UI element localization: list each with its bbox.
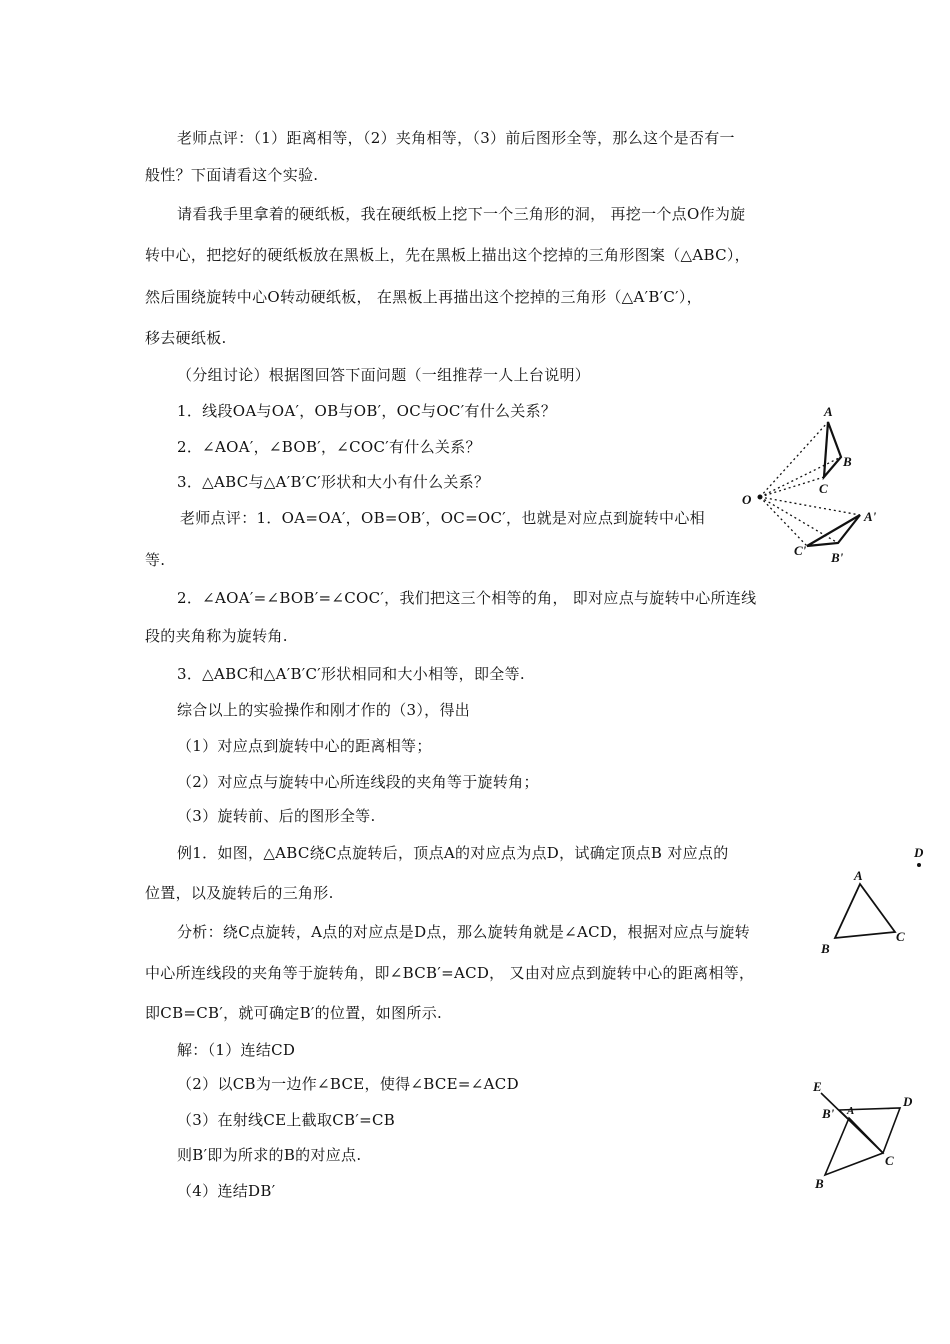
- solution-figure-3: [805, 1075, 920, 1200]
- paragraph-line: （2）对应点与旋转中心所连线段的夹角等于旋转角；: [177, 773, 539, 791]
- paragraph-line: （1）对应点到旋转中心的距离相等；: [177, 737, 432, 755]
- label-C-prime: C': [794, 543, 807, 558]
- label-A: A: [854, 868, 863, 883]
- paragraph-line: （分组讨论）根据图回答下面问题（一组推荐一人上台说明）: [177, 366, 591, 384]
- paragraph-line: 然后围绕旋转中心O转动硬纸板， 在黑板上再描出这个挖掉的三角形（△A′B′C′），: [145, 288, 702, 306]
- label-D: D: [914, 845, 924, 860]
- label-B: B: [821, 941, 830, 956]
- paragraph-line: 中心所连线段的夹角等于旋转角，即∠BCB′=ACD， 又由对应点到旋转中心的距离相等，: [145, 964, 755, 982]
- label-E: E: [813, 1079, 822, 1094]
- paragraph-line: 老师点评：（1）距离相等，（2）夹角相等，（3）前后图形全等，那么这个是否有一: [177, 129, 735, 147]
- paragraph-line: （3）旋转前、后的图形全等.: [177, 807, 376, 825]
- paragraph-line: 解：（1）连结CD: [177, 1041, 296, 1059]
- paragraph-line: 3．△ABC与△A′B′C′形状和大小有什么关系？: [177, 473, 490, 491]
- paragraph-line: 等.: [145, 551, 166, 569]
- paragraph-line: 位置，以及旋转后的三角形.: [145, 884, 334, 902]
- label-D: D: [903, 1094, 913, 1109]
- paragraph-line: 例1．如图，△ABC绕C点旋转后，顶点A的对应点为点D，试确定顶点B 对应点的: [177, 844, 729, 862]
- paragraph-line: 老师点评：1．OA=OA′，OB=OB′，OC=OC′，也就是对应点到旋转中心相: [180, 509, 705, 527]
- paragraph-line: 1．线段OA与OA′，OB与OB′，OC与OC′有什么关系？: [177, 402, 557, 420]
- paragraph-line: 移去硬纸板.: [145, 329, 227, 347]
- example-figure-2: [815, 840, 930, 960]
- paragraph-line: 段的夹角称为旋转角.: [145, 627, 288, 645]
- paragraph-line: 般性？下面请看这个实验.: [145, 166, 319, 184]
- label-C: C: [819, 481, 828, 496]
- paragraph-line: 综合以上的实验操作和刚才作的（3），得出: [177, 701, 471, 719]
- label-C: C: [896, 929, 905, 944]
- label-A: A: [824, 404, 833, 419]
- label-B: B: [843, 454, 852, 469]
- paragraph-line: 请看我手里拿着的硬纸板，我在硬纸板上挖下一个三角形的洞， 再挖一个点O作为旋: [177, 205, 746, 223]
- label-B-prime: B': [831, 550, 844, 565]
- paragraph-line: 2．∠AOA′=∠BOB′=∠COC′，我们把这三个相等的角， 即对应点与旋转中心所连线: [177, 589, 757, 607]
- paragraph-line: 2．∠AOA′，∠BOB′，∠COC′有什么关系？: [177, 438, 481, 456]
- rotation-figure-1: [735, 400, 885, 570]
- label-O: O: [742, 492, 752, 507]
- paragraph-line: 分析：绕C点旋转，A点的对应点是D点，那么旋转角就是∠ACD，根据对应点与旋转: [177, 923, 750, 941]
- label-B: B: [815, 1176, 824, 1191]
- label-A: A: [847, 1105, 855, 1117]
- paragraph-line: 则B′即为所求的B的对应点.: [177, 1146, 362, 1164]
- label-A-prime: A': [864, 509, 877, 524]
- paragraph-line: 3．△ABC和△A′B′C′形状相同和大小相等，即全等.: [177, 665, 525, 683]
- label-C: C: [885, 1153, 894, 1168]
- paragraph-line: 即CB=CB′，就可确定B′的位置，如图所示.: [145, 1004, 443, 1022]
- paragraph-line: （3）在射线CE上截取CB′=CB: [177, 1111, 396, 1129]
- paragraph-line: （4）连结DB′: [177, 1182, 276, 1200]
- paragraph-line: 转中心，把挖好的硬纸板放在黑板上，先在黑板上描出这个挖掉的三角形图案（△ABC），: [145, 246, 750, 264]
- paragraph-line: （2）以CB为一边作∠BCE，使得∠BCE=∠ACD: [177, 1075, 519, 1093]
- label-B-prime: B': [822, 1106, 835, 1121]
